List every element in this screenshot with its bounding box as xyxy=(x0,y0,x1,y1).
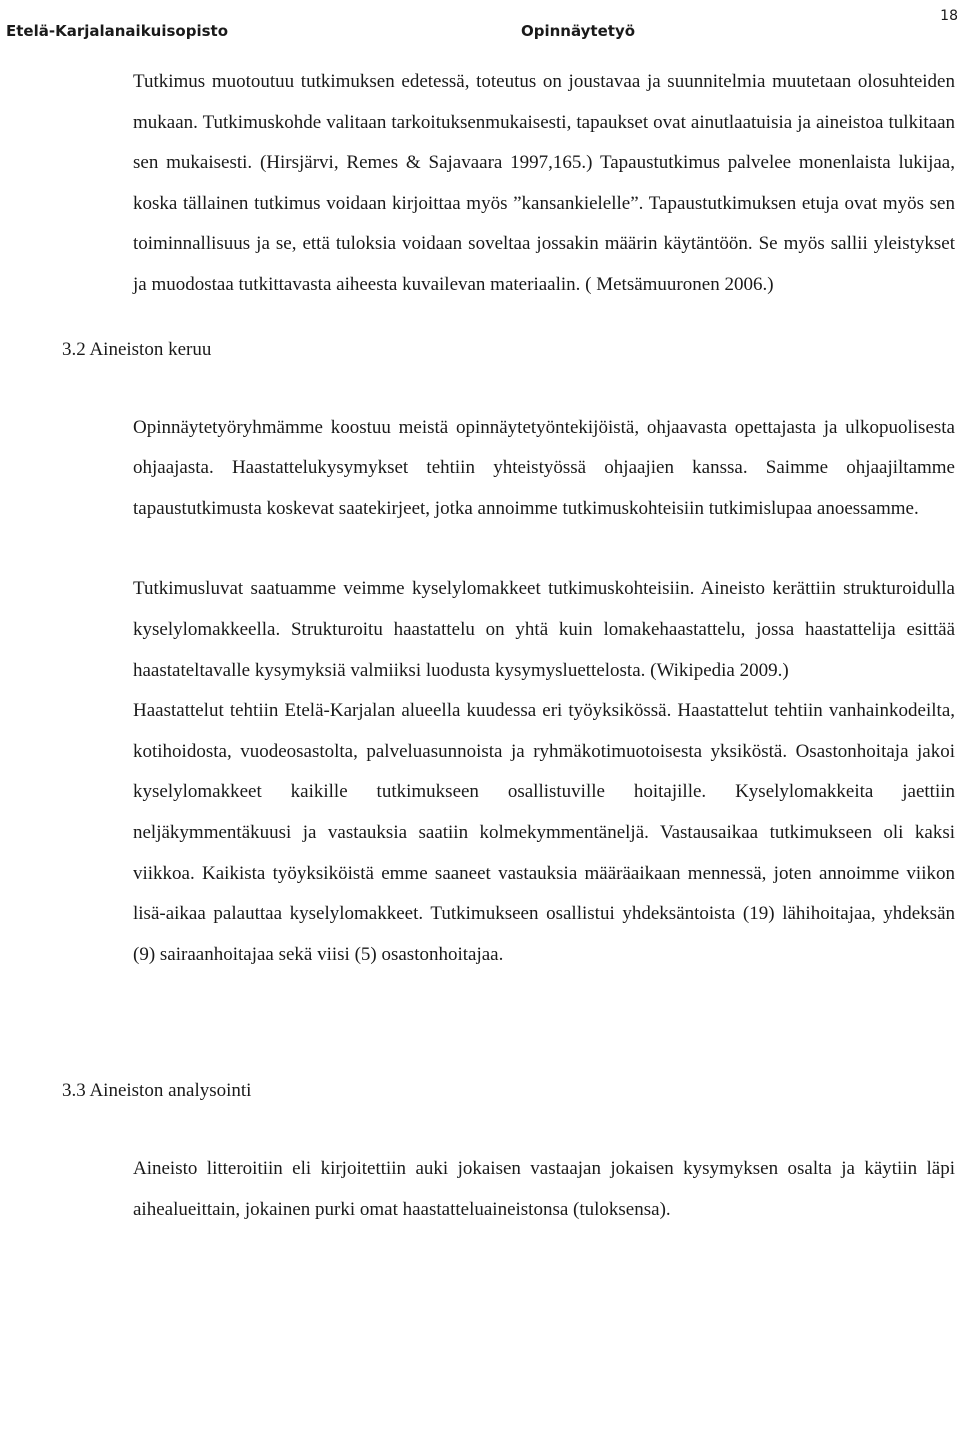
paragraph-case-study: Tutkimus muotoutuu tutkimuksen edetessä, toteutus on joustavaa ja suunnitelmia muutetaan olosuhteiden mukaan. Tutkimuskohde valitaan tarkoituksenmukaisesti, tapaukset ovat ainutlaatuisia ja aineistoa tulkitaan sen mukaisesti. (Hirsjärvi, Remes & Sajavaara 1997,165.) Tapaustutkimus palvelee monenlaista lukijaa, koska tällainen tutkimus voidaan kirjoittaa myös ”kansankielelle”. Tapaustutkimuksen etuja ovat myös sen toiminnallisuus ja se, että tuloksia voidaan soveltaa jossakin määrin käytäntöön. Se myös sallii yleistykset ja muodostaa tutkittavasta aiheesta kuvailevan materiaalin. ( Metsämuuronen 2006.) xyxy=(133,71,955,295)
header-doc-type: Opinnäytetyö xyxy=(521,22,636,40)
page-number: 18 xyxy=(940,8,958,24)
page-header xyxy=(0,8,960,46)
paragraph-interviews: Haastattelut tehtiin Etelä-Karjalan alueella kuudessa eri työyksikössä. Haastattelut tehtiin vanhainkodeilta, kotihoidosta, vuodeosastolta, palveluasunnoista ja ryhmäkotimuotoisesta yksiköstä. Osastonhoitaja jakoi kyselylomakkeet kaikille tutkimukseen osallistuville hoitajille. Kyselylomakkeita jaettiin neljäkymmentäkuusi ja vastauksia saatiin kolmekymmentäneljä. Vastausaikaa tutkimukseen oli kaksi viikkoa. Kaikista työyksiköistä emme saaneet vastauksia määräaikaan mennessä, joten annoimme viikon lisä-aikaa palauttaa kyselylomakkeet. Tutkimukseen osallistui yhdeksäntoista (19) lähihoitajaa, yhdeksän (9) sairaanhoitajaa sekä viisi (5) osastonhoitajaa. xyxy=(133,700,955,965)
paragraph-research-group: Opinnäytetyöryhmämme koostuu meistä opinnäytetyöntekijöistä, ohjaavasta opettajasta ja ulkopuolisesta ohjaajasta. Haastattelukysymykset tehtiin yhteistyössä ohjaajien kanssa. Saimme ohjaajiltamme tapaustutkimusta koskevat saatekirjeet, jotka annoimme tutkimuskohteisiin tutkimislupaa anoessamme. xyxy=(133,416,955,519)
page-body xyxy=(62,62,955,1230)
paragraph-data-collection: Tutkimusluvat saatuamme veimme kyselylomakkeet tutkimuskohteisiin. Aineisto kerättiin strukturoidulla kyselylomakkeella. Strukturoitu haastattelu on yhtä kuin lomakehaastattelu, jossa haastattelija esittää haastateltavalle kysymyksiä valmiiksi luodusta kysymysluettelosta. (Wikipedia 2009.) xyxy=(133,578,955,681)
section-heading-3-2: 3.2 Aineiston keruu xyxy=(62,338,212,360)
header-institution: Etelä-Karjalanaikuisopisto xyxy=(6,22,229,40)
paragraph-analysis: Aineisto litteroitiin eli kirjoitettiin auki jokaisen vastaajan jokaisen kysymyksen osalta ja käytiin läpi aihealueittain, jokainen purki omat haastatteluaineistonsa (tuloksensa). xyxy=(133,1158,955,1220)
section-heading-3-3: 3.3 Aineiston analysointi xyxy=(62,1080,252,1102)
